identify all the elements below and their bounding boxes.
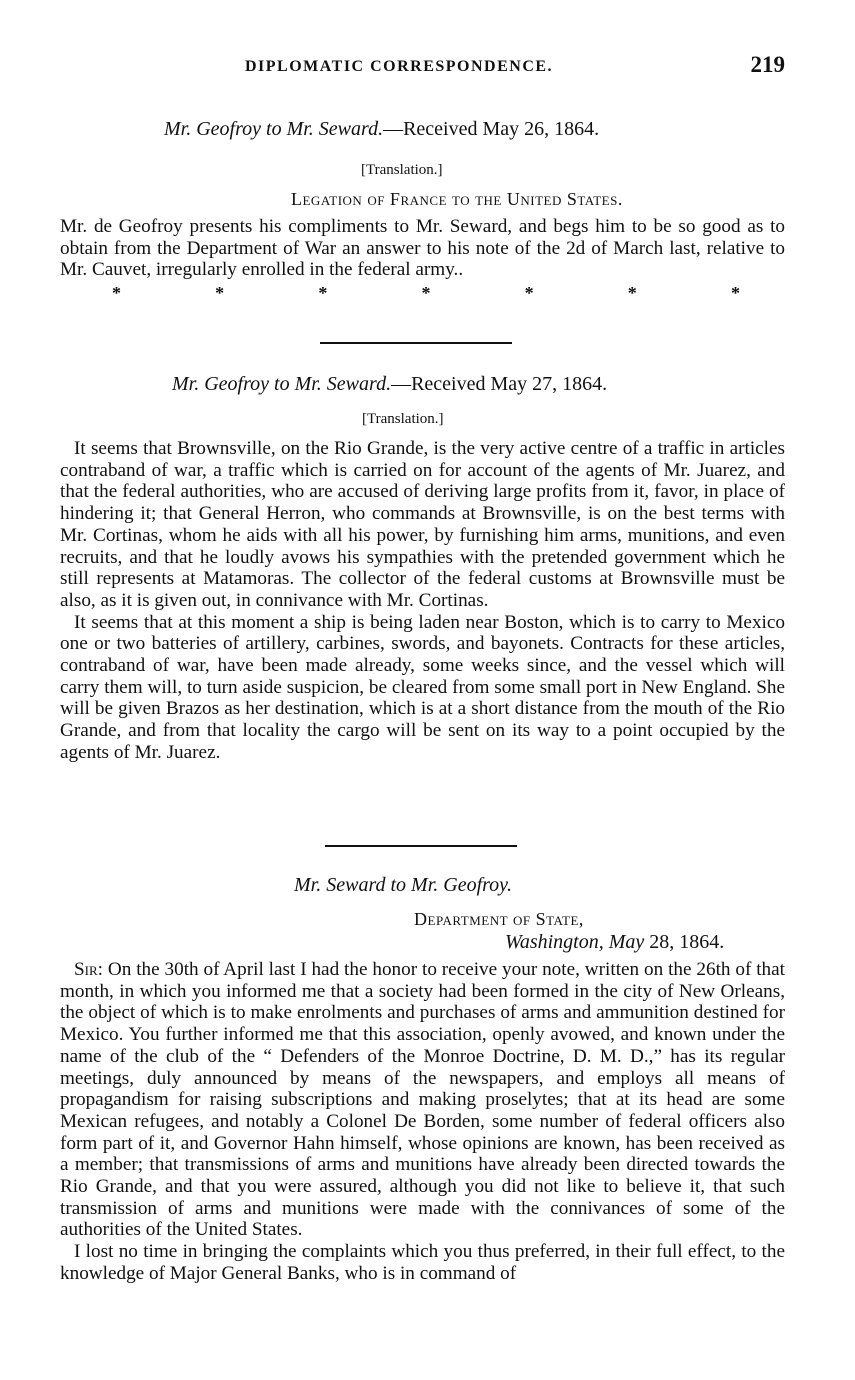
letter-3-paragraph-1 xyxy=(60,959,785,1241)
section-rule xyxy=(325,845,517,847)
letter-2-title xyxy=(172,373,607,396)
letter-3-paragraph-2: I lost no time in bringing the complaints which you thus preferred, in their full effect, to the knowledge of Major General Banks, who is in command of xyxy=(60,1241,785,1284)
letter-3-date xyxy=(505,931,724,954)
letter-3-department: Department of State, xyxy=(414,909,584,929)
letter-2-paragraph-1: It seems that Brownsville, on the Rio Grande, is the very active centre of a traffic in articles contraband of war, a traffic which is carried on for account of the agents of Mr. Juarez, and that the federal authorities, who are accused of deriving large profits from it, favor, in place of hindering it; that General Herron, who commands at Brownsville, is on the best terms with Mr. Cortinas, whom he aids with all his power, by furnishing him arms, munitions, and even recruits, and that he loudly avows his sympathies with the pretended government which he still represents at Matamoras. The collector of the federal customs at Brownsville must be also, as it is given out, in connivance with Mr. Cortinas. xyxy=(60,438,785,611)
letter-3-title-italic: Mr. Seward to Mr. Geofroy. xyxy=(294,874,512,896)
asterisk: * xyxy=(112,283,121,303)
letter-3-paragraph-1-text: On the 30th of April last I had the honor to receive your note, written on the 26th of that month, in which you informed me that a society had been formed in the city of New Orleans, the object of which is to make enrolments and purchases of arms and ammunition destined for Mexico. You further informed me that this association, openly avowed, and known under the name of the club of the “ Defenders of the Monroe Doctrine, D. M. D.,” has its regular meetings, duly announced by means of the newspapers, and employs all means of propagandism for raising subscriptions and making proselytes; that at its head are some Mexican refugees, and notably a Colonel De Borden, some number of federal officers also form part of it, and Governor Hahn himself, whose opinions are known, has been received as a member; that transmissions of arms and munitions have already been directed towards the Rio Grande, and that you were assured, although you did not like to believe it, that such transmission of arms and munitions were made with the connivances of some of the authorities of the United States. xyxy=(60,959,785,1241)
letter-2-translation: [Translation.] xyxy=(362,411,444,427)
letter-2-body xyxy=(60,438,785,764)
letter-3-date-rest: 28, 1864. xyxy=(649,931,725,953)
letter-3-place: Washington, May xyxy=(505,931,645,953)
section-rule xyxy=(320,342,512,344)
letter-2-paragraph-2: It seems that at this moment a ship is being laden near Boston, which is to carry to Mexico one or two batteries of artillery, carbines, swords, and bayonets. Contracts for these articles, contraband of war, have been made already, some weeks since, and the vessel which will carry them will, to turn aside suspicion, be cleared from some small port in New England. She will be given Brazos as her destination, which is at a short distance from the mouth of the Rio Grande, and from that locality the cargo will be sent on its way to a point occupied by the agents of Mr. Juarez. xyxy=(60,611,785,763)
letter-2 xyxy=(60,373,785,823)
letter-1-paragraph: Mr. de Geofroy presents his compliments to Mr. Seward, and begs him to be so good as to obtain from the Department of War an answer to his note of the 2d of March last, relative to Mr. Cauvet, irregularly enrolled in the federal army.. xyxy=(60,216,785,281)
letter-2-title-rest: —Received May 27, 1864. xyxy=(391,373,608,395)
letter-1-title xyxy=(164,118,599,141)
letter-1 xyxy=(60,118,785,308)
running-head: DIPLOMATIC CORRESPONDENCE. xyxy=(245,58,554,75)
letter-1-body xyxy=(60,216,785,281)
letter-2-title-italic: Mr. Geofroy to Mr. Seward. xyxy=(172,373,392,395)
asterisk: * xyxy=(421,283,431,303)
asterisk: * xyxy=(318,283,328,303)
asterisk: * xyxy=(627,283,637,303)
letter-3 xyxy=(60,874,785,1354)
letter-1-legation: Legation of France to the United States. xyxy=(291,189,623,209)
letter-3-body xyxy=(60,959,785,1285)
letter-3-title xyxy=(294,874,512,897)
salutation: Sir: xyxy=(74,959,104,980)
letter-1-title-italic: Mr. Geofroy to Mr. Seward. xyxy=(164,118,384,140)
asterisk: * xyxy=(730,283,740,303)
asterisk-row xyxy=(60,283,785,304)
asterisk: * xyxy=(524,283,534,303)
page-header xyxy=(60,52,785,82)
letter-1-title-rest: —Received May 26, 1864. xyxy=(383,118,600,140)
page-number: 219 xyxy=(750,52,785,77)
asterisk: * xyxy=(215,283,225,303)
letter-1-translation: [Translation.] xyxy=(361,162,443,178)
